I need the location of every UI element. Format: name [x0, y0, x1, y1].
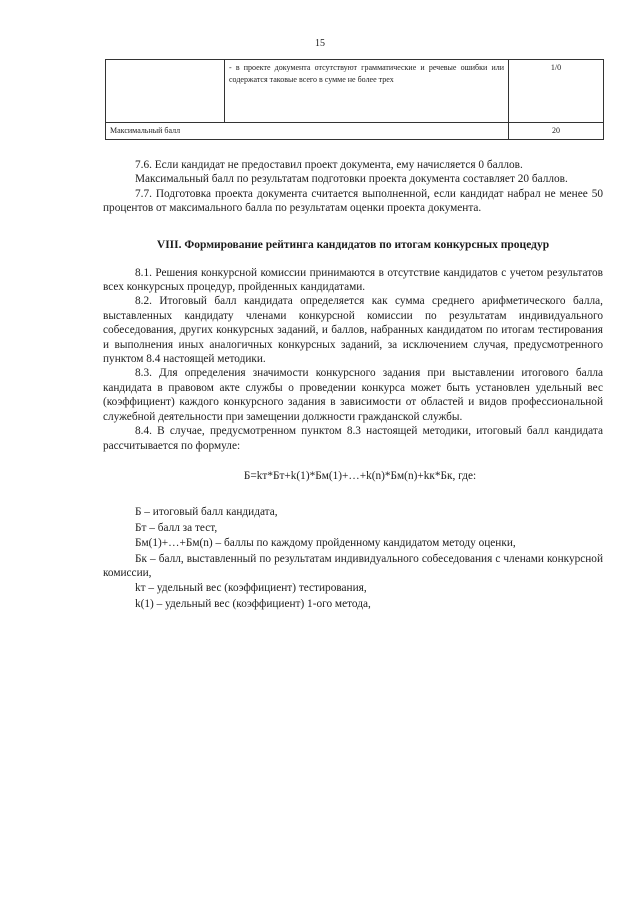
table-cell-max-label: Максимальный балл	[106, 123, 509, 140]
criteria-table	[105, 59, 604, 140]
table-cell-max-score: 20	[509, 123, 604, 140]
formula: Б=kт*Бт+k(1)*Бм(1)+…+k(n)*Бм(n)+kк*Бк, где:	[243, 469, 477, 482]
table-row	[106, 123, 604, 140]
paragraph-8-4: 8.4. В случае, предусмотренном пунктом 8.3 настоящей методики, итоговый балл кандидата рассчитывается по формуле:	[103, 425, 603, 452]
document-body	[103, 158, 603, 611]
table-cell-criterion	[106, 60, 225, 123]
paragraph-7-6: 7.6. Если кандидат не предоставил проект документа, ему начисляется 0 баллов.	[135, 159, 523, 171]
page-number: 15	[315, 38, 325, 49]
definition-item: Бт – балл за тест,	[135, 521, 218, 534]
paragraph-max-score: Максимальный балл по результатам подготовки проекта документа составляет 20 баллов.	[135, 173, 568, 186]
table-row	[106, 60, 604, 123]
section-title: VIII. Формирование рейтинга кандидатов по итогам конкурсных процедур	[156, 238, 550, 251]
paragraph-8-1: 8.1. Решения конкурсной комиссии принимаются в отсутствие кандидатов с учетом результатов всех конкурсных процедур, пройденных кандидатами.	[103, 266, 603, 294]
definition-item: Бк – балл, выставленный по результатам индивидуального собеседования с членами конкурсной комиссии,	[103, 552, 603, 579]
definition-item: Бм(1)+…+Бм(n) – баллы по каждому пройденному кандидатом методу оценки,	[135, 537, 516, 550]
paragraph-8-2: 8.2. Итоговый балл кандидата определяется как сумма среднего арифметического балла, выставленных кандидату членами конкурсной комиссии по результатам индивидуального собеседования, других конкурсных заданий, и баллов, набранных кандидатом по итогам тестирования и выполнения иных аналогичных конкурсных заданий, за исключением случая, предусмотренного пунктом 8.4 настоящей методики.	[103, 295, 603, 366]
definition-item: kт – удельный вес (коэффициент) тестирования,	[135, 582, 367, 595]
definition-item: k(1) – удельный вес (коэффициент) 1-ого метода,	[135, 597, 371, 610]
table-cell-description: - в проекте документа отсутствуют грамматические и речевые ошибки или содержатся таковые всего в сумме не более трех	[225, 60, 509, 123]
paragraph-8-3: 8.3. Для определения значимости конкурсного задания при выставлении итогового балла кандидата в правовом акте службы о проведении конкурса может быть установлен удельный вес (коэффициент) каждого конкурсного задания в зависимости от областей и видов профессиональной служебной деятельности при замещении должности гражданской службы.	[103, 367, 603, 423]
paragraph-7-7: 7.7. Подготовка проекта документа считается выполненной, если кандидат набрал не менее 50 процентов от максимального балла по результатам оценки проекта документа.	[103, 187, 603, 215]
table-cell-score: 1/0	[509, 60, 604, 123]
definition-item: Б – итоговый балл кандидата,	[135, 506, 278, 519]
